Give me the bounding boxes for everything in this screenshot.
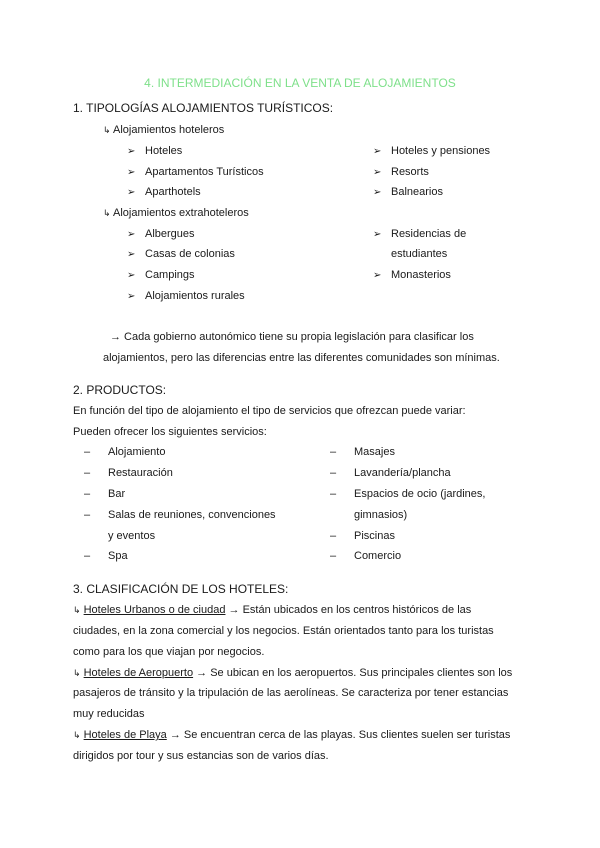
dash-bullet-icon: – (84, 467, 91, 479)
list-item: ➢ Aparthotels (127, 186, 201, 198)
list-item: Salas de reuniones, convenciones (108, 509, 276, 521)
list-item: ➢ Campings (127, 269, 195, 281)
arrowhead-bullet-icon: ➢ (127, 229, 136, 240)
list-item: ➢ Hoteles y pensiones (373, 145, 491, 157)
section1-heading: 1. TIPOLOGÍAS ALOJAMIENTOS TURÍSTICOS: (73, 101, 334, 115)
dash-bullet-icon: – (84, 509, 91, 521)
arrowhead-bullet-icon: ➢ (127, 187, 136, 198)
dash-bullet-icon: – (84, 446, 91, 458)
note-line: → Cada gobierno autonómico tiene su propia legislación para clasificar los (110, 331, 474, 343)
list-item: Lavandería/plancha (354, 467, 451, 479)
arrowhead-bullet-icon: ➢ (373, 270, 382, 281)
dash-bullet-icon: – (330, 446, 337, 458)
list-item: Comercio (354, 550, 402, 562)
dash-bullet-icon: – (330, 530, 337, 542)
list-item: ➢ Apartamentos Turísticos (127, 166, 264, 178)
arrowhead-bullet-icon: ➢ (127, 146, 136, 157)
dash-bullet-icon: – (330, 467, 337, 479)
list-item-continuation: gimnasios) (354, 509, 408, 521)
return-arrow-icon: ↳ (73, 730, 81, 740)
list-item: ➢ Alojamientos rurales (127, 290, 245, 302)
arrowhead-bullet-icon: ➢ (373, 229, 382, 240)
section2-heading: 2. PRODUCTOS: (73, 383, 167, 397)
arrowhead-bullet-icon: ➢ (127, 291, 136, 302)
page-title: 4. INTERMEDIACIÓN EN LA VENTA DE ALOJAMIENTOS (144, 76, 456, 90)
hotel-type-name: Hoteles Urbanos o de ciudad (83, 604, 226, 616)
list-item: Alojamiento (108, 446, 166, 458)
paragraph-line: Pueden ofrecer los siguientes servicios: (73, 426, 267, 438)
hotel-type-line: ↳ Hoteles de Playa → Se encuentran cerca de las playas. Sus clientes suelen ser turistas (73, 729, 511, 741)
hotel-type-name: Hoteles de Playa (83, 729, 167, 741)
hotel-type-line: ↳ Hoteles de Aeropuerto → Se ubican en los aeropuertos. Sus principales clientes son los (73, 667, 513, 679)
list-item-continuation: estudiantes (391, 248, 448, 260)
paragraph-line: ciudades, en la zona comercial y los negocios. Están orientados tanto para los turistas (73, 625, 494, 637)
hotel-type-line: ↳ Hoteles Urbanos o de ciudad → Están ubicados en los centros históricos de las (73, 604, 472, 616)
list-item-continuation: y eventos (108, 530, 156, 542)
dash-bullet-icon: – (84, 550, 91, 562)
list-item: ➢ Resorts (373, 166, 429, 178)
dash-bullet-icon: – (330, 488, 337, 500)
list-item: ➢ Hoteles (127, 145, 183, 157)
paragraph-line: dirigidos por tour y sus estancias son de varios días. (73, 750, 329, 762)
arrowhead-bullet-icon: ➢ (373, 167, 382, 178)
list-item: Restauración (108, 467, 173, 479)
list-item: ➢ Monasterios (373, 269, 451, 281)
list-item: Spa (108, 550, 128, 562)
list-item: Bar (108, 488, 126, 500)
list-item: ➢ Residencias de (373, 228, 467, 240)
section3-heading: 3. CLASIFICACIÓN DE LOS HOTELES: (73, 582, 289, 596)
hotel-type-name: Hoteles de Aeropuerto (83, 667, 194, 679)
list-item: ➢ Casas de colonias (127, 248, 235, 260)
paragraph-line: pasajeros de tránsito y la tripulación de las aerolíneas. Se caracteriza por tener estancias (73, 687, 509, 699)
arrowhead-bullet-icon: ➢ (373, 187, 382, 198)
note-line: alojamientos, pero las diferencias entre las diferentes comunidades son mínimas. (103, 352, 500, 364)
arrowhead-bullet-icon: ➢ (127, 270, 136, 281)
dash-bullet-icon: – (84, 488, 91, 500)
list-item: Piscinas (354, 530, 395, 542)
arrowhead-bullet-icon: ➢ (373, 146, 382, 157)
list-item: Masajes (354, 446, 395, 458)
list-item: ➢ Albergues (127, 228, 195, 240)
list-item: Espacios de ocio (jardines, (354, 488, 486, 500)
return-arrow-icon: ↳ (73, 605, 81, 615)
return-arrow-icon: ↳ (103, 125, 111, 135)
return-arrow-icon: ↳ (73, 668, 81, 678)
group1-heading: ↳ Alojamientos hoteleros (103, 124, 225, 136)
paragraph-line: En función del tipo de alojamiento el tipo de servicios que ofrezcan puede variar: (73, 405, 466, 417)
arrowhead-bullet-icon: ➢ (127, 249, 136, 260)
group2-heading: ↳ Alojamientos extrahoteleros (103, 207, 249, 219)
list-item: ➢ Balnearios (373, 186, 443, 198)
return-arrow-icon: ↳ (103, 208, 111, 218)
arrowhead-bullet-icon: ➢ (127, 167, 136, 178)
paragraph-line: como para los que viajan por negocios. (73, 646, 265, 658)
paragraph-line: muy reducidas (73, 708, 145, 720)
dash-bullet-icon: – (330, 550, 337, 562)
